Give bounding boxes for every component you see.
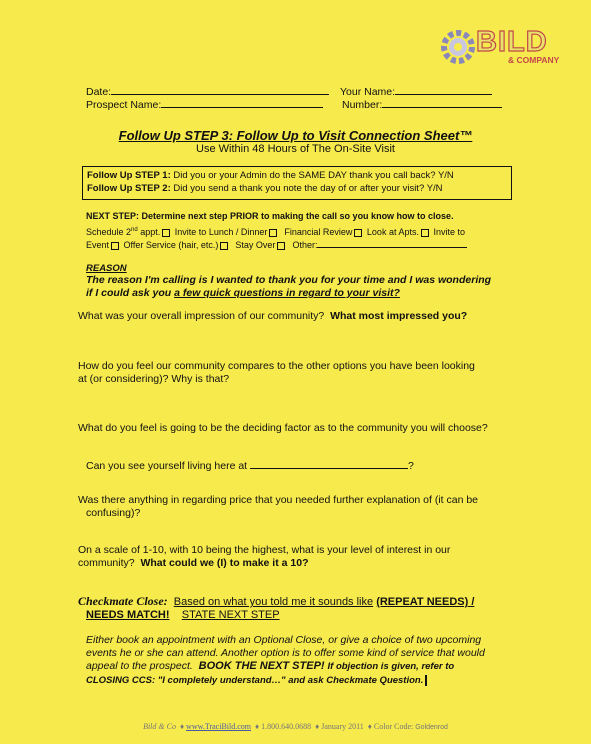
question-4-a: Can you see yourself living here at: [86, 460, 248, 472]
checkmate-text-b: (REPEAT NEEDS) /: [376, 596, 475, 608]
footer-link[interactable]: www.TraciBild.com: [186, 722, 252, 731]
checkmate-p4-text: CLOSING CCS: "I completely understand…" and ask Checkmate Question.: [86, 675, 424, 686]
option-lunch-checkbox[interactable]: [269, 229, 277, 237]
option-lunch-label: Invite to Lunch / Dinner: [174, 227, 268, 237]
date-line: [111, 84, 329, 95]
step2-label: Follow Up STEP 2:: [87, 183, 171, 194]
checkmate-text-a: Based on what you told me it sounds like: [173, 596, 374, 608]
page-title: Follow Up STEP 3: Follow Up to Visit Connection Sheet™: [118, 128, 473, 143]
question-4-b: ?: [408, 460, 414, 472]
schedule-label: Schedule 2: [86, 227, 132, 237]
question-6-line2-a: community?: [78, 557, 135, 569]
reason-line2-a: if I could ask you: [86, 287, 172, 299]
reason-line1: The reason I'm calling is I wanted to thank you for your time and I was wondering: [86, 274, 492, 286]
checkmate-p3: [86, 660, 454, 673]
step1-row: [87, 169, 454, 182]
question-6-line2-b: What could we (I) to make it a 10?: [140, 557, 309, 569]
checkmate-p3-c: If objection is given, refer to: [327, 661, 455, 672]
question-4-line[interactable]: [250, 458, 408, 469]
question-6-line2: [78, 557, 308, 570]
schedule-sup: nd: [131, 227, 138, 233]
reason-line2-b: a few quick questions in regard to your visit?: [174, 287, 400, 299]
question-2-line2: at (or considering)? Why is that?: [78, 373, 230, 385]
question-1-a: What was your overall impression of our community?: [78, 310, 325, 322]
prospect-name-label: Prospect Name:: [86, 99, 162, 111]
question-1: [78, 310, 467, 323]
option-event-checkbox[interactable]: [111, 242, 119, 250]
step1-label: Follow Up STEP 1:: [87, 170, 171, 181]
option-financial-label: Financial Review: [284, 227, 353, 237]
option-service-label: Offer Service (hair, etc.): [123, 240, 219, 250]
your-name-label: Your Name:: [340, 86, 396, 98]
footer: Bild & Co ♦ www.TraciBild.com ♦ 1.800.640.0688 ♦ January 2011 ♦ Color Code: Goldenrod: [143, 722, 448, 731]
step1-text: Did you or your Admin do the SAME DAY thank you call back? Y/N: [173, 170, 454, 181]
next-step-options-line2: [86, 239, 467, 252]
question-6-line1: On a scale of 1-10, with 10 being the highest, what is your level of interest in our: [78, 544, 451, 556]
number-label: Number:: [342, 99, 383, 111]
option-stay-label: Stay Over: [235, 240, 276, 250]
text-cursor: [425, 675, 427, 686]
your-name-line: [395, 84, 492, 95]
number-field[interactable]: [342, 97, 502, 112]
checkmate-text-d: STATE NEXT STEP: [181, 609, 280, 621]
logo-text: BILD: [476, 26, 548, 58]
step2-row: [87, 182, 443, 195]
date-label: Date:: [86, 86, 112, 98]
option-other-label: Other:: [292, 240, 318, 250]
number-line: [382, 97, 502, 108]
option-stay-checkbox[interactable]: [277, 242, 285, 250]
reason-label: REASON: [86, 263, 127, 274]
other-line[interactable]: [317, 239, 467, 248]
footer-company: Bild & Co: [143, 722, 176, 731]
question-5-line1: Was there anything in regarding price that you needed further explanation of (it can be: [78, 494, 479, 506]
checkmate-label: Checkmate Close:: [78, 594, 168, 608]
footer-color-code-value: Goldenrod: [415, 724, 448, 731]
next-step-options-line1: [86, 224, 465, 239]
question-4: [86, 458, 414, 473]
question-5-line2: confusing)?: [86, 507, 141, 519]
checkmate-p1: Either book an appointment with an Optional Close, or give a choice of two upcoming: [86, 634, 482, 646]
option-service-checkbox[interactable]: [220, 242, 228, 250]
question-3: What do you feel is going to be the deciding factor as to the community you will choose?: [78, 422, 488, 434]
prospect-name-line: [161, 97, 323, 108]
step2-text: Did you send a thank you note the day of or after your visit? Y/N: [173, 183, 443, 194]
option-financial-checkbox[interactable]: [354, 229, 362, 237]
checkmate-text-c: NEEDS MATCH!: [86, 609, 170, 621]
logo-subtext: & COMPANY: [508, 55, 560, 65]
question-1-b: What most impressed you?: [330, 310, 468, 322]
next-step-heading: NEXT STEP: Determine next step PRIOR to making the call so you know how to close.: [86, 211, 454, 221]
option-invite-label: Invite to: [433, 227, 466, 237]
footer-phone: 1.800.640.0688: [261, 722, 312, 731]
checkmate-p3-b: BOOK THE NEXT STEP!: [198, 660, 325, 672]
reason-line2: [86, 287, 400, 300]
checkmate-p3-a: appeal to the prospect.: [86, 660, 193, 672]
checkmate-line2: [86, 609, 280, 622]
follow-up-steps-box: [82, 166, 512, 200]
option-apts-label: Look at Apts.: [366, 227, 419, 237]
checkmate-p4: [86, 674, 427, 687]
prospect-name-field[interactable]: [86, 97, 323, 112]
option-appt-label: appt.: [140, 227, 161, 237]
footer-date: January 2011: [321, 722, 364, 731]
question-2-line1: How do you feel our community compares to the other options you have been looking: [78, 360, 475, 372]
company-logo: [438, 26, 558, 68]
checkmate-p2: events he or she can attend. Another option is to offer some kind of service that would: [86, 647, 485, 659]
footer-color-code-label: Color Code:: [373, 722, 414, 731]
option-apts-checkbox[interactable]: [421, 229, 429, 237]
page-subtitle: Use Within 48 Hours of The On-Site Visit: [196, 143, 395, 155]
checkmate-line1: [78, 595, 474, 609]
option-event-label: Event: [86, 240, 110, 250]
option-appt-checkbox[interactable]: [162, 229, 170, 237]
